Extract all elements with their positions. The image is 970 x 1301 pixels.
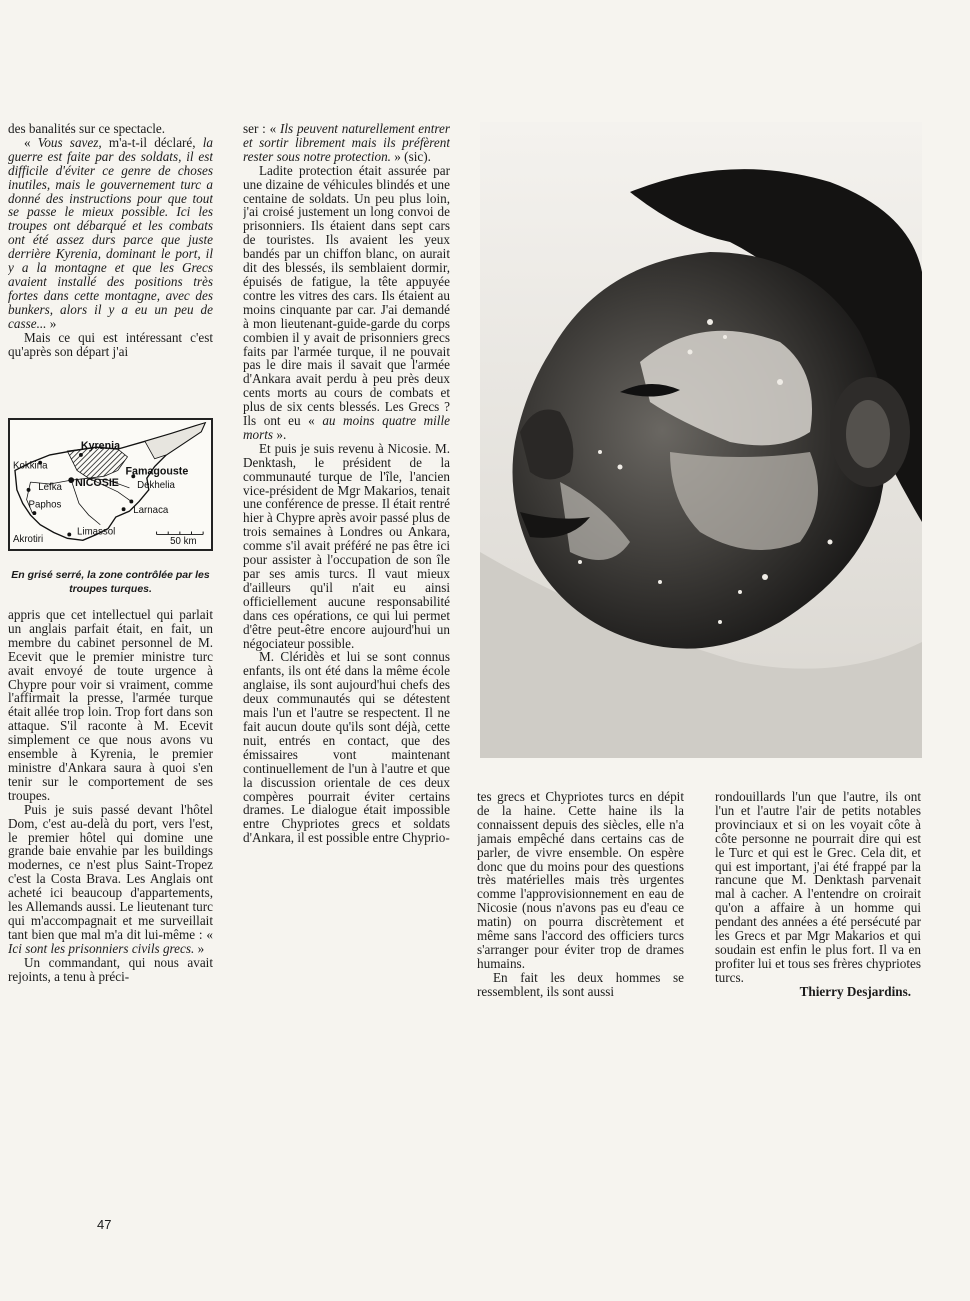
- text-run: » (sic).: [390, 148, 431, 164]
- text-run: Puis je suis passé devant l'hôtel Dom, c'est au-delà du port, vers l'est, le premier hôtel qui domine une grande baie envahie par les buildings modernes, ce n'est plus Saint-Tropez c'est la Costa Brava. Les Anglais ont acheté ici beaucoup d'appartements, les Allemands aussi. Le lieutenant turc qui m'accompagnait et me surveillait tant bien que mal m'a dit lui-même : «: [8, 801, 213, 942]
- quote-close: »: [194, 940, 205, 956]
- paragraph: En fait les deux hommes se ressemblent, ils sont aussi: [477, 969, 684, 999]
- author-signature: Thierry Desjardins.: [799, 983, 911, 999]
- map-label: Dekhelia: [137, 479, 175, 491]
- paragraph: [8, 803, 213, 956]
- paragraph: Un commandant, qui nous avait rejoints, a tenu à préci-: [8, 954, 213, 984]
- quote-open: «: [24, 134, 38, 150]
- article-column-1-bottom: [8, 608, 213, 1058]
- map-scale-label: 50 km: [170, 536, 197, 548]
- text-run: Ladite protection était assurée par une dizaine de véhicules blindés et une centaine de soldats. Un peu plus loin, j'ai croisé justement un long convoi de prisonniers. Ils étaient dans sept cars de touristes. Ils avaient les yeux bandés par un chiffon blanc, on aurait dit des blessés, ils semblaient dormir, épuisés de fatigue, la tête appuyée contre les vitres des cars. Ils étaient au moins cinquante par car. J'ai demandé à mon lieutenant-guide-garde du corps combien il y avait de prisonniers grecs faits par l'armée turque, il ne pouvait pas le dire mais il savait que l'armée d'Ankara avait perdu à peu près deux cents morts au cours de combats et plus de six cents blessés. Les Grecs ? Ils ont eu «: [243, 162, 450, 429]
- quote-text: au moins quatre mille morts: [243, 413, 450, 442]
- paragraph: des banalités sur ce spectacle.: [8, 122, 166, 136]
- map-caption: En grisé serré, la zone contrôlée par les troupes turques.: [11, 569, 210, 595]
- map-label: Larnaca: [133, 505, 169, 517]
- article-column-2: [243, 122, 450, 1062]
- map-label: Lefka: [38, 481, 62, 493]
- article-column-3: [477, 790, 684, 1062]
- paragraph: rondouillards l'un que l'autre, ils ont l'un et l'autre l'air de petits notables provinciaux et si on les voyait côte à côte personne ne pourrait dire qui est le Turc et qui est le Grec. Cela dit, et qui est important, j'ai été frappé par la rancune que M. Denktash parvenait mal à cacher. A l'entendre on croirait qu'on a affaire à un homme qui pendant des années a été persécuté par les Grecs et par Mgr Makarios et qui soudain est enfin le plus fort. Il va en profiter lui et tous ses frères chypriotes turcs.: [715, 790, 921, 985]
- map-label: Limassol: [77, 526, 116, 538]
- article-column-1-top: [8, 122, 213, 412]
- paragraph: Et puis je suis revenu à Nicosie. M. Denktash, le président de la communauté turque de l'île, l'ancien vice-président de Mgr Makarios, tenait une conférence de presse. Il était rentré hier à Chypre après avoir passé plus de trois semaines à Londres ou Ankara, comme s'il avait préféré ne pas être ici pour assister à l'occupation de son île par ses amis turcs. Il vaut mieux d'ailleurs qu'il n'ait eu ainsi officiellement aucune responsabilité dans ces opérations, ce qui lui permet d'être peut-être encore aujourd'hui un négociateur possible.: [243, 440, 450, 651]
- map-label: Paphos: [28, 499, 62, 511]
- paragraph: [8, 136, 213, 331]
- quote-text: Ici sont les prisonniers civils grecs.: [8, 940, 195, 956]
- panhandle: [145, 423, 205, 459]
- page-number: 47: [97, 1217, 112, 1232]
- quote-text: Vous savez,: [37, 134, 102, 150]
- paragraph: tes grecs et Chypriotes turcs en dépit de la haine. Cette haine ils la connaissent depuis des siècles, elle n'a jamais empêché dans certains cas de parler, de vivre ensemble. On espère donc que du moins pour des questions très matérielles mais très urgentes comme l'approvisionnement en eau de Nicosie (nous n'avons pas eu d'eau ce matin) on pourra discrètement et même sans l'accord des officiers turcs s'arranger pour éviter trop de drames humains.: [477, 790, 684, 971]
- article-column-4: [715, 790, 921, 1062]
- text-run: m'a-t-il déclaré,: [101, 134, 203, 150]
- map-label: NICOSIE: [75, 476, 119, 489]
- quote-text: la guerre est faite par des soldats, il est difficile d'éviter ce genre de choses inutiles, mais le gouvernement turc a donné des instructions pour que tout se passe le mieux possible. Ici les troupes ont débarqué et les combats ont été assez durs parce que juste derrière Kyrenia, dominant le port, il y a la montagne et que les Grecs avaient installé des positions très fortes dans cette montagne, avec des bunkers, alors il y a eu un peu de casse...: [8, 134, 213, 331]
- text-run: ser : «: [243, 122, 280, 136]
- cyprus-map: [8, 418, 213, 551]
- photo-illustration: [480, 122, 922, 758]
- map-label: Akrotiri: [13, 534, 44, 546]
- map-label: Kyrenia: [80, 440, 121, 453]
- paragraph: appris que cet intellectuel qui parlait un anglais parfait était, en fait, un membre du cabinet personnel de M. Ecevit que le premier ministre turc avait envoyé de toute urgence à Chypre pour voir si vraiment, comme l'affirmait la presse, l'armée turque était allée trop loin. Trop fort dans son attaque. S'il raconte à M. Ecevit simplement ce que nous avons vu ensemble à Kyrenia, le premier ministre d'Ankara saura à quoi s'en tenir sur le comportement de ses troupes.: [8, 608, 213, 803]
- paragraph: [243, 164, 450, 442]
- quote-text: Ils peuvent naturellement entrer et sortir librement mais ils préfèrent rester sous notre protection.: [243, 122, 450, 164]
- map-label: Famagouste: [125, 465, 189, 478]
- paragraph: [243, 122, 450, 164]
- paragraph: M. Cléridès et lui se sont connus enfants, ils ont été dans la même école anglaise, ils sont aujourd'hui chefs des deux communautés qui se détestent mais l'un et l'autre se respectent. Il ne fait aucun doute qu'ils sont déjà, cette nuit, entrés en contact, que des émissaires vont maintenant continuellement de l'un à l'autre et que la discussion orientale de ces deux compères pourrait éviter certains drames. Le dialogue était impossible entre Chypriotes grecs et soldats d'Ankara, il est possible entre Chyprio-: [243, 649, 450, 846]
- paragraph: Mais ce qui est intéressant c'est qu'après son départ j'ai: [8, 329, 213, 359]
- map-label: Kokkina: [13, 460, 48, 472]
- quote-close: »: [46, 315, 57, 331]
- cyprus-map-drawing: [10, 420, 211, 549]
- wounded-man-photo: [480, 122, 922, 758]
- quote-close: ».: [273, 426, 287, 442]
